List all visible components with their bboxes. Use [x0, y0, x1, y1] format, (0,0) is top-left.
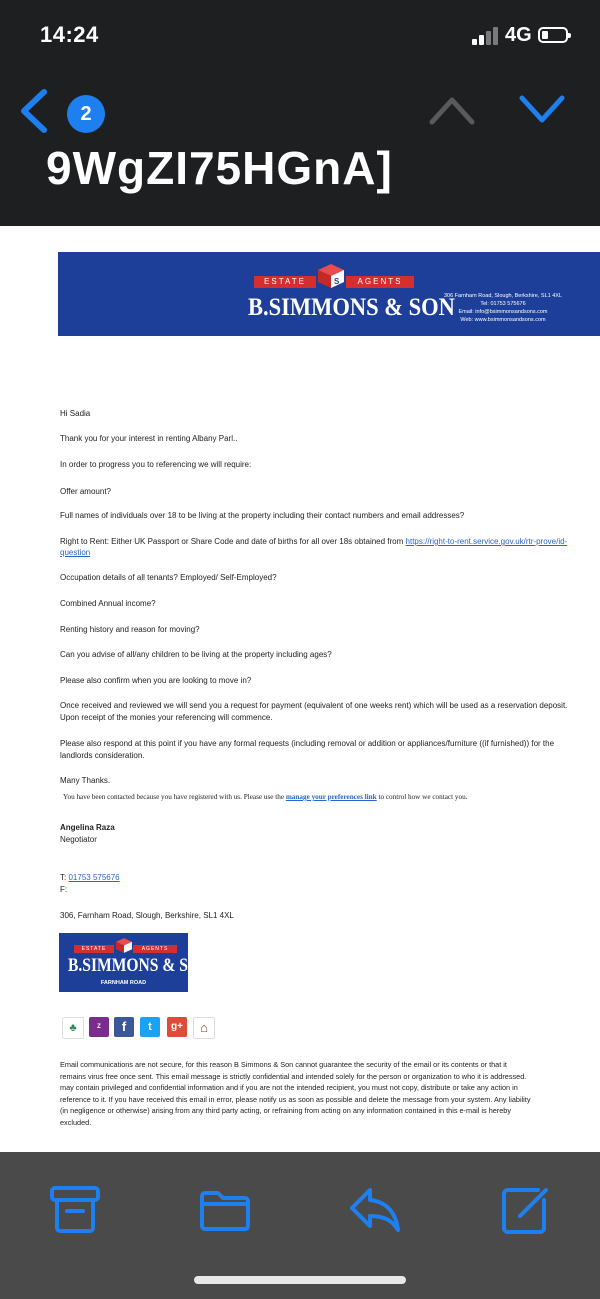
home-indicator[interactable]	[194, 1276, 406, 1284]
estate-label: ESTATE	[254, 276, 316, 288]
right-to-rent-link-cont[interactable]: question	[60, 548, 91, 557]
reply-icon[interactable]	[348, 1182, 402, 1236]
body-line: Offer amount?	[60, 487, 111, 496]
brand-name: B.SIMMONS & SON	[248, 294, 455, 321]
agents-label: AGENTS	[133, 945, 177, 953]
signal-icon	[472, 27, 498, 45]
home-icon[interactable]: ⌂	[193, 1017, 215, 1039]
back-chevron-icon[interactable]	[16, 88, 56, 134]
logo-cube-icon	[318, 264, 344, 288]
phone-link[interactable]: 01753 575676	[68, 873, 120, 882]
twitter-icon[interactable]: t	[140, 1017, 160, 1037]
body-line: In order to progress you to referencing we will require:	[60, 460, 252, 469]
preferences-text-end: to control how we contact you.	[378, 793, 468, 801]
disclaimer-line: reference to it. If you have received this email in error, please notify us as soon as possible and delete the message from your system. Any liability	[60, 1095, 531, 1104]
disclaimer-line: may contain privileged and confidential information and if you are not the intended recipient, you must not copy, distribute or take any action in	[60, 1083, 518, 1092]
compose-icon[interactable]	[498, 1182, 552, 1236]
disclaimer-line: Email communications are not secure, for this reason B Simmons & Son cannot guarantee the security of the email or its contents or that it	[60, 1060, 507, 1069]
status-time: 14:24	[40, 22, 99, 47]
disclaimer-line: excluded.	[60, 1118, 92, 1127]
body-line: Upon receipt of the monies your referencing will commence.	[60, 713, 273, 722]
property-icon[interactable]: ♣	[62, 1017, 84, 1039]
body-line: Combined Annual income?	[60, 599, 156, 608]
body-line: Once received and reviewed we will send you a request for payment (equivalent of one weeks rent) which will be used as a reservation deposit.	[60, 701, 568, 710]
banner-web-line: Web: www.bsimmonsandsons.com	[460, 317, 546, 323]
right-to-rent-link[interactable]: https://right-to-rent.service.gov.uk/rtr-prove/id-	[405, 537, 568, 546]
network-label: 4G	[505, 24, 532, 46]
sender-name: Angelina Raza	[60, 823, 115, 832]
greeting: Hi Sadia	[60, 409, 91, 418]
body-line: Can you advise of all/any children to be living at the property including ages?	[60, 650, 332, 659]
logo-cube-icon	[116, 938, 132, 953]
fax-label: F:	[60, 885, 68, 894]
body-line: Full names of individuals over 18 to be living at the property including their contact numbers and email addresses?	[60, 511, 465, 520]
google-plus-icon[interactable]: g+	[167, 1017, 187, 1037]
battery-icon	[538, 27, 568, 43]
agents-label: AGENTS	[346, 276, 414, 288]
body-line: Thank you for your interest in renting Albany Parl..	[60, 434, 238, 443]
disclaimer-line: remains virus free once sent. This email message is strictly confidential and intended solely for the person or organization to who it is addressed.	[60, 1072, 527, 1081]
sender-address: 306, Farnham Road, Slough, Berkshire, SL1 4XL	[60, 911, 234, 920]
estate-label: ESTATE	[74, 945, 114, 953]
email-subject-fragment: 9WgZI75HGnA]	[46, 142, 393, 194]
banner-address-line: 306 Farnham Road, Slough, Berkshire, SL1 4XL	[443, 293, 562, 299]
body-line	[60, 536, 567, 547]
body-line: landlords consideration.	[60, 751, 145, 760]
top-bar	[0, 0, 600, 226]
svg-text:S: S	[334, 277, 340, 286]
body-line: Please also confirm when you are looking to move in?	[60, 676, 252, 685]
tel-label: T:	[60, 873, 67, 882]
body-line: Please also respond at this point if you have any formal requests (including removal or addition or appliances/furniture ((if furnished)) for the	[60, 739, 555, 748]
disclaimer-line: (in negligence or otherwise) arising from any third party acting, or refraining from acting on any information contained in this e-mail is hereby	[60, 1106, 512, 1115]
previous-message-icon[interactable]	[428, 92, 476, 128]
preferences-line	[63, 792, 467, 803]
banner-email-line: Email: info@bsimmonsandsons.com	[458, 309, 548, 315]
next-message-icon[interactable]	[518, 92, 566, 128]
signature-branch: FARNHAM ROAD	[100, 980, 147, 986]
zoopla-icon[interactable]: Z	[89, 1017, 109, 1037]
sender-title: Negotiator	[60, 835, 97, 844]
folder-icon[interactable]	[198, 1182, 252, 1236]
archive-icon[interactable]	[48, 1182, 102, 1236]
body-line: Renting history and reason for moving?	[60, 625, 200, 634]
banner-tel-line: Tel: 01753 575676	[480, 301, 526, 307]
body-line: Many Thanks.	[60, 776, 111, 785]
signature-brand-name: B.SIMMONS & SON	[68, 955, 212, 976]
facebook-icon[interactable]: f	[114, 1017, 134, 1037]
signature-logo	[59, 933, 212, 992]
unread-count-badge: 2	[67, 95, 105, 133]
phone-line	[60, 872, 120, 883]
banner-address	[438, 292, 568, 324]
preferences-text: You have been contacted because you have registered with us. Please use the	[63, 793, 285, 801]
right-to-rent-text: Right to Rent: Either UK Passport or Share Code and date of births for all over 18s obtained from	[60, 537, 404, 546]
agency-banner	[58, 252, 600, 336]
body-line: Occupation details of all tenants? Employed/ Self-Employed?	[60, 573, 277, 582]
manage-preferences-link[interactable]: manage your preferences link	[285, 793, 377, 801]
